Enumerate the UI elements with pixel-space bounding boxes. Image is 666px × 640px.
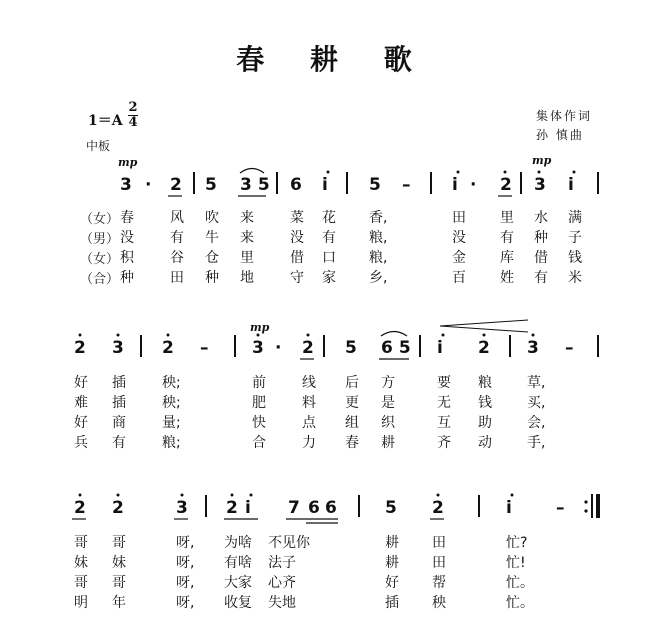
note: i [506,498,512,518]
time-signature-bottom: 4 [128,115,138,130]
dash: – [402,175,411,195]
lyric-syllable: 为啥 [224,535,252,551]
lyric-syllable: 好 [74,375,88,391]
lyric-syllable: 好 [385,575,399,591]
lyric-syllable: 哥 [112,535,126,551]
lyric-syllable: 秧; [162,375,181,391]
lyric-syllable: 乡, [369,270,388,286]
lyric-syllable: 姓 [500,270,514,286]
key-signature: 1＝A [88,113,123,129]
lyric-syllable: 帮 [432,575,446,591]
lyric-syllable: 没 [120,230,134,246]
voice-label: （女） [80,212,120,227]
dynamic-marking: mp [250,321,270,334]
note-group: 35 [240,175,276,195]
lyric-syllable: 秧; [162,395,181,411]
lyric-syllable: 种 [120,270,134,286]
time-signature-top: 2 [128,100,138,115]
lyric-syllable: 粮, [369,250,388,266]
lyric-syllable: 来 [240,210,254,226]
note: 2 [162,338,174,358]
lyric-syllable: 织 [381,415,395,431]
lyric-syllable: 哥 [74,575,88,591]
lyric-syllable: 呀, [176,595,195,611]
note: 2 [226,498,238,518]
hairpin [440,320,528,332]
lyric-syllable: 法子 [268,555,296,571]
lyric-syllable: 风 [170,210,184,226]
note: 3 [527,338,539,358]
lyric-syllable: 子 [568,230,582,246]
lyric-syllable: 香, [369,210,388,226]
lyric-syllable: 有 [112,435,126,451]
lyric-syllable: 田 [432,535,446,551]
lyric-syllable: 兵 [74,435,88,451]
note: i [322,175,328,195]
lyric-syllable: 粮, [369,230,388,246]
lyric-syllable: 田 [432,555,446,571]
note: 3 [120,175,132,195]
lyric-syllable: 没 [452,230,466,246]
lyric-syllable: 谷 [170,250,184,266]
lyric-syllable: 呀, [176,555,195,571]
composer-credit: 孙 慎曲 [536,128,584,142]
lyric-syllable: 前 [252,375,266,391]
lyric-syllable: 春 [120,210,134,226]
lyric-syllable: 呀, [176,575,195,591]
lyric-syllable: 料 [302,395,316,411]
note: 6 [325,498,337,518]
note-group: 65 [381,338,417,358]
lyric-syllable: 商 [112,415,126,431]
note: 2 [112,498,124,518]
tempo-marking: 中板 [86,139,111,153]
note: 2 [302,338,314,358]
note: 2 [478,338,490,358]
lyric-syllable: 年 [112,595,126,611]
lyric-syllable: 力 [302,435,316,451]
lyricist-credit: 集体作词 [536,109,593,123]
lyric-syllable: 更 [345,395,359,411]
lyric-syllable: 没 [290,230,304,246]
dash: – [565,338,574,358]
lyric-syllable: 是 [381,395,395,411]
note: 5 [205,175,217,195]
lyric-syllable: 牛 [205,230,219,246]
note: i [437,338,443,358]
note: i [245,498,251,518]
lyric-syllable: 助 [478,415,492,431]
lyric-syllable: 耕 [385,535,399,551]
note: i [452,175,458,195]
note: 7 [288,498,300,518]
lyric-syllable: 难 [74,395,88,411]
lyric-syllable: 秧 [432,595,446,611]
lyric-syllable: 线 [302,375,316,391]
lyric-syllable: 妹 [112,555,126,571]
lyric-syllable: 借 [534,250,548,266]
lyric-syllable: 粮 [478,375,492,391]
song-title: 春 耕 歌 [236,43,430,76]
lyric-syllable: 有 [170,230,184,246]
lyric-syllable: 百 [452,270,466,286]
note: 2 [74,338,86,358]
lyric-syllable: 金 [452,250,466,266]
lyric-syllable: 里 [500,210,514,226]
lyric-syllable: 明 [74,595,88,611]
lyric-syllable: 积 [120,250,134,266]
lyric-syllable: 忙? [506,535,528,551]
lyric-syllable: 吹 [205,210,219,226]
note: 2 [500,175,512,195]
lyric-syllable: 春 [345,435,359,451]
lyric-syllable: 无 [437,395,451,411]
lyric-syllable: 要 [437,375,451,391]
lyric-syllable: 田 [452,210,466,226]
lyric-syllable: 插 [112,395,126,411]
lyric-syllable: 会, [527,415,546,431]
lyric-syllable: 里 [240,250,254,266]
note: 3 [252,338,264,358]
lyric-syllable: 耕 [385,555,399,571]
note: 6 [290,175,302,195]
dash: – [556,498,565,518]
note: 2 [170,175,182,195]
dynamic-marking: mp [532,154,552,167]
lyric-syllable: 肥 [252,395,266,411]
lyric-syllable: 花 [322,210,336,226]
lyric-syllable: 量; [162,415,181,431]
note: 5 [369,175,381,195]
lyric-syllable: 哥 [74,535,88,551]
note: i [568,175,574,195]
lyric-syllable: 地 [240,270,254,286]
note: 2 [432,498,444,518]
lyric-syllable: 不见你 [268,535,310,551]
lyric-syllable: 钱 [478,395,492,411]
dot: · [145,175,152,195]
note: 2 [74,498,86,518]
lyric-syllable: 快 [252,415,266,431]
note: 3 [112,338,124,358]
lyric-syllable: 点 [302,415,316,431]
lyric-syllable: 忙。 [506,575,534,591]
note: 5 [385,498,397,518]
lyric-syllable: 守 [290,270,304,286]
lyric-syllable: 心齐 [268,575,296,591]
lyric-syllable: 妹 [74,555,88,571]
note: 6 [308,498,320,518]
lyric-syllable: 满 [568,210,582,226]
voice-label: （女） [80,252,120,267]
lyric-syllable: 耕 [381,435,395,451]
lyric-syllable: 仓 [205,250,219,266]
lyric-syllable: 有 [534,270,548,286]
lyric-syllable: 合 [252,435,266,451]
lyric-syllable: 互 [437,415,451,431]
lyric-syllable: 种 [205,270,219,286]
lyric-syllable: 有 [322,230,336,246]
lyric-syllable: 失地 [268,595,296,611]
lyric-syllable: 后 [345,375,359,391]
lyric-syllable: 买, [527,395,546,411]
lyric-syllable: 菜 [290,210,304,226]
lyric-syllable: 种 [534,230,548,246]
lyric-syllable: 家 [322,270,336,286]
tie [240,169,264,174]
note: 5 [345,338,357,358]
lyric-syllable: 借 [290,250,304,266]
lyric-syllable: 插 [112,375,126,391]
lyric-syllable: 忙。 [506,595,534,611]
lyric-syllable: 钱 [568,250,582,266]
lyric-syllable: 来 [240,230,254,246]
lyric-syllable: 水 [534,210,548,226]
dot: · [470,175,477,195]
voice-label: （男） [80,232,120,247]
lyric-syllable: 米 [568,270,582,286]
lyric-syllable: 田 [170,270,184,286]
lyric-syllable: 收复 [224,595,252,611]
lyric-syllable: 动 [478,435,492,451]
lyric-syllable: 呀, [176,535,195,551]
lyric-syllable: 哥 [112,575,126,591]
lyric-syllable: 方 [381,375,395,391]
dash: – [200,338,209,358]
note: 3 [534,175,546,195]
lyric-syllable: 插 [385,595,399,611]
note: 3 [176,498,188,518]
lyric-syllable: 手, [527,435,546,451]
voice-label: （合） [80,272,120,287]
tie [381,332,407,337]
lyric-syllable: 有啥 [224,555,252,571]
lyric-syllable: 有 [500,230,514,246]
dynamic-marking: mp [118,156,138,169]
dot: · [275,338,282,358]
lyric-syllable: 草, [527,375,546,391]
lyric-syllable: 粮; [162,435,181,451]
lyric-syllable: 好 [74,415,88,431]
lyric-syllable: 大家 [224,575,252,591]
lyric-syllable: 组 [345,415,359,431]
lyric-syllable: 口 [322,250,336,266]
lyric-syllable: 齐 [437,435,451,451]
lyric-syllable: 库 [500,250,514,266]
lyric-syllable: 忙! [506,555,526,571]
